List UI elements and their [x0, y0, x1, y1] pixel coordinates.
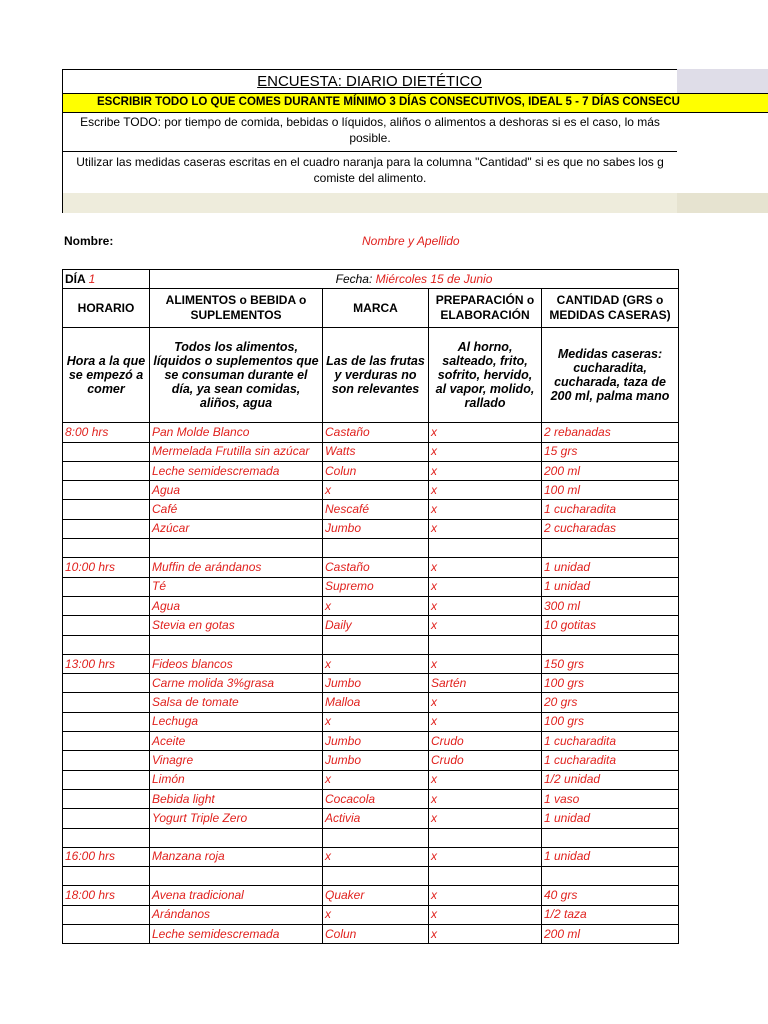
food-cell[interactable]: Agua [150, 596, 323, 615]
prep-cell[interactable] [429, 828, 542, 847]
prep-cell[interactable]: x [429, 809, 542, 828]
diary-row [63, 674, 679, 693]
time-cell[interactable] [63, 712, 150, 731]
time-cell[interactable]: 10:00 hrs [63, 558, 150, 577]
qty-cell[interactable]: 15 grs [542, 442, 679, 461]
date-cell [150, 270, 679, 289]
prep-cell[interactable]: Sartén [429, 674, 542, 693]
diary-row [63, 732, 679, 751]
prep-cell[interactable]: x [429, 558, 542, 577]
time-cell[interactable] [63, 539, 150, 558]
food-cell[interactable] [150, 635, 323, 654]
brand-cell[interactable]: x [323, 847, 429, 866]
diary-row [63, 867, 679, 886]
qty-cell[interactable]: 200 ml [542, 925, 679, 944]
time-cell[interactable]: 18:00 hrs [63, 886, 150, 905]
day-cell [63, 270, 150, 289]
qty-cell[interactable]: 2 rebanadas [542, 423, 679, 442]
food-cell[interactable]: Bebida light [150, 789, 323, 808]
qty-cell[interactable]: 1 unidad [542, 809, 679, 828]
prep-cell[interactable]: x [429, 481, 542, 500]
qty-cell[interactable]: 300 ml [542, 596, 679, 615]
prep-cell[interactable]: x [429, 577, 542, 596]
time-cell[interactable] [63, 828, 150, 847]
brand-cell[interactable]: Quaker [323, 886, 429, 905]
prep-cell[interactable] [429, 635, 542, 654]
qty-cell[interactable]: 1/2 unidad [542, 770, 679, 789]
brand-cell[interactable]: x [323, 596, 429, 615]
food-cell[interactable]: Fideos blancos [150, 654, 323, 673]
day-number[interactable]: 1 [88, 271, 96, 286]
time-cell[interactable] [63, 481, 150, 500]
header-footer-band-right [677, 193, 768, 213]
qty-cell[interactable]: 40 grs [542, 886, 679, 905]
survey-banner: ESCRIBIR TODO LO QUE COMES DURANTE MÍNIMO 3 DÍAS CONSECUTIVOS, IDEAL 5 - 7 DÍAS CONSECU [97, 96, 680, 108]
qty-cell[interactable]: 20 grs [542, 693, 679, 712]
diary-row [63, 596, 679, 615]
diary-row [63, 847, 679, 866]
prep-cell[interactable]: x [429, 519, 542, 538]
time-cell[interactable] [63, 596, 150, 615]
time-cell[interactable] [63, 635, 150, 654]
brand-cell[interactable]: Castaño [323, 423, 429, 442]
food-cell[interactable]: Yogurt Triple Zero [150, 809, 323, 828]
brand-cell[interactable]: Nescafé [323, 500, 429, 519]
col-header-horario: HORARIO [63, 289, 150, 328]
qty-cell[interactable]: 1/2 taza [542, 905, 679, 924]
diary-row [63, 558, 679, 577]
time-cell[interactable] [63, 867, 150, 886]
time-cell[interactable] [63, 905, 150, 924]
time-cell[interactable] [63, 751, 150, 770]
diary-row [63, 886, 679, 905]
food-cell[interactable]: Aceite [150, 732, 323, 751]
prep-cell[interactable]: Crudo [429, 732, 542, 751]
food-cell[interactable]: Leche semidescremada [150, 461, 323, 480]
diary-row [63, 500, 679, 519]
header-gray-band [677, 69, 768, 93]
qty-cell[interactable]: 1 vaso [542, 789, 679, 808]
food-cell[interactable]: Té [150, 577, 323, 596]
brand-cell[interactable]: Watts [323, 442, 429, 461]
brand-cell[interactable]: x [323, 770, 429, 789]
brand-cell[interactable]: Supremo [323, 577, 429, 596]
qty-cell[interactable]: 200 ml [542, 461, 679, 480]
diary-table [62, 269, 679, 944]
qty-cell[interactable]: 1 cucharadita [542, 500, 679, 519]
survey-title: ENCUESTA: DIARIO DIETÉTICO [257, 73, 482, 90]
brand-cell[interactable]: Malloa [323, 693, 429, 712]
name-label: Nombre: [64, 234, 114, 248]
brand-cell[interactable]: x [323, 481, 429, 500]
prep-cell[interactable]: x [429, 442, 542, 461]
desc-horario: Hora a la que se empezó a comer [63, 328, 150, 423]
qty-cell[interactable] [542, 828, 679, 847]
food-cell[interactable]: Stevia en gotas [150, 616, 323, 635]
prep-cell[interactable]: x [429, 500, 542, 519]
diary-row [63, 789, 679, 808]
food-cell[interactable]: Muffin de arándanos [150, 558, 323, 577]
prep-cell[interactable] [429, 867, 542, 886]
food-cell[interactable]: Lechuga [150, 712, 323, 731]
food-cell[interactable]: Pan Molde Blanco [150, 423, 323, 442]
qty-cell[interactable]: 1 cucharadita [542, 732, 679, 751]
prep-cell[interactable]: x [429, 886, 542, 905]
diary-row [63, 481, 679, 500]
name-field[interactable]: Nombre y Apellido [362, 234, 460, 248]
prep-cell[interactable]: x [429, 925, 542, 944]
diary-row [63, 809, 679, 828]
time-cell[interactable]: 13:00 hrs [63, 654, 150, 673]
qty-cell[interactable]: 100 ml [542, 481, 679, 500]
brand-cell[interactable] [323, 828, 429, 847]
food-cell[interactable] [150, 828, 323, 847]
food-cell[interactable]: Vinagre [150, 751, 323, 770]
time-cell[interactable] [63, 674, 150, 693]
prep-cell[interactable]: x [429, 905, 542, 924]
time-cell[interactable] [63, 500, 150, 519]
prep-cell[interactable]: x [429, 654, 542, 673]
brand-cell[interactable]: Jumbo [323, 732, 429, 751]
food-cell[interactable]: Limón [150, 770, 323, 789]
diary-row [63, 925, 679, 944]
food-cell[interactable]: Azúcar [150, 519, 323, 538]
diary-row [63, 635, 679, 654]
instruction-measures: Utilizar las medidas caseras escritas en el cuadro naranja para la columna "Cantidad" si es que no sabes los g comiste del alimento. [63, 151, 677, 193]
prep-cell[interactable]: x [429, 712, 542, 731]
diary-row [63, 828, 679, 847]
food-cell[interactable]: Mermelada Frutilla sin azúcar [150, 442, 323, 461]
qty-cell[interactable] [542, 539, 679, 558]
food-cell[interactable]: Avena tradicional [150, 886, 323, 905]
qty-cell[interactable]: 1 unidad [542, 558, 679, 577]
time-cell[interactable] [63, 442, 150, 461]
food-cell[interactable] [150, 867, 323, 886]
date-label: Fecha: [335, 271, 373, 286]
brand-cell[interactable]: Daily [323, 616, 429, 635]
brand-cell[interactable]: x [323, 654, 429, 673]
desc-preparacion: Al horno, salteado, frito, sofrito, hervido, al vapor, molido, rallado [429, 328, 542, 423]
qty-cell[interactable]: 100 grs [542, 674, 679, 693]
qty-cell[interactable]: 150 grs [542, 654, 679, 673]
time-cell[interactable] [63, 732, 150, 751]
diary-row [63, 423, 679, 442]
time-cell[interactable]: 8:00 hrs [63, 423, 150, 442]
food-cell[interactable] [150, 539, 323, 558]
qty-cell[interactable]: 1 cucharadita [542, 751, 679, 770]
brand-cell[interactable]: x [323, 905, 429, 924]
column-header-row [63, 289, 679, 328]
diary-row [63, 442, 679, 461]
day-row [63, 270, 679, 289]
instruction-all: Escribe TODO: por tiempo de comida, bebidas o líquidos, aliños o alimentos a deshoras si es el caso, lo más posible. [80, 115, 660, 145]
time-cell[interactable] [63, 770, 150, 789]
food-cell[interactable]: Salsa de tomate [150, 693, 323, 712]
brand-cell[interactable]: Castaño [323, 558, 429, 577]
diary-row [63, 616, 679, 635]
food-cell[interactable]: Leche semidescremada [150, 925, 323, 944]
desc-alimentos: Todos los alimentos, líquidos o suplementos que se consuman durante el día, ya sean comidas, aliños, agua [150, 328, 323, 423]
desc-marca: Las de las frutas y verduras no son relevantes [323, 328, 429, 423]
diary-row [63, 539, 679, 558]
food-cell[interactable]: Carne molida 3%grasa [150, 674, 323, 693]
time-cell[interactable] [63, 577, 150, 596]
prep-cell[interactable]: x [429, 770, 542, 789]
col-header-alimentos: ALIMENTOS o BEBIDA o SUPLEMENTOS [150, 289, 323, 328]
diary-row [63, 693, 679, 712]
diary-row [63, 519, 679, 538]
brand-cell[interactable]: Activia [323, 809, 429, 828]
diary-row [63, 712, 679, 731]
qty-cell[interactable]: 10 gotitas [542, 616, 679, 635]
diary-row [63, 577, 679, 596]
time-cell[interactable] [63, 789, 150, 808]
column-description-row [63, 328, 679, 423]
qty-cell[interactable]: 1 unidad [542, 847, 679, 866]
prep-cell[interactable]: x [429, 616, 542, 635]
time-cell[interactable] [63, 616, 150, 635]
prep-cell[interactable]: x [429, 423, 542, 442]
time-cell[interactable] [63, 809, 150, 828]
prep-cell[interactable] [429, 539, 542, 558]
food-cell[interactable]: Café [150, 500, 323, 519]
brand-cell[interactable]: Colun [323, 925, 429, 944]
brand-cell[interactable]: Jumbo [323, 751, 429, 770]
diary-row [63, 770, 679, 789]
time-cell[interactable]: 16:00 hrs [63, 847, 150, 866]
food-cell[interactable]: Arándanos [150, 905, 323, 924]
time-cell[interactable] [63, 925, 150, 944]
prep-cell[interactable]: x [429, 847, 542, 866]
brand-cell[interactable]: Jumbo [323, 519, 429, 538]
brand-cell[interactable]: Colun [323, 461, 429, 480]
food-cell[interactable]: Manzana roja [150, 847, 323, 866]
time-cell[interactable] [63, 693, 150, 712]
food-cell[interactable]: Agua [150, 481, 323, 500]
qty-cell[interactable]: 1 unidad [542, 577, 679, 596]
qty-cell[interactable] [542, 635, 679, 654]
brand-cell[interactable]: Cocacola [323, 789, 429, 808]
diary-row [63, 461, 679, 480]
col-header-marca: MARCA [323, 289, 429, 328]
desc-cantidad: Medidas caseras: cucharadita, cucharada, taza de 200 ml, palma mano [542, 328, 679, 423]
header-footer-band [63, 193, 677, 213]
diary-row [63, 905, 679, 924]
diary-row [63, 751, 679, 770]
qty-cell[interactable]: 2 cucharadas [542, 519, 679, 538]
col-header-cantidad: CANTIDAD (GRS o MEDIDAS CASERAS) [542, 289, 679, 328]
qty-cell[interactable]: 100 grs [542, 712, 679, 731]
prep-cell[interactable]: x [429, 596, 542, 615]
diary-row [63, 654, 679, 673]
col-header-preparacion: PREPARACIÓN o ELABORACIÓN [429, 289, 542, 328]
prep-cell[interactable]: x [429, 693, 542, 712]
prep-cell[interactable]: x [429, 789, 542, 808]
prep-cell[interactable]: Crudo [429, 751, 542, 770]
day-label: DÍA [65, 271, 86, 286]
brand-cell[interactable] [323, 635, 429, 654]
prep-cell[interactable]: x [429, 461, 542, 480]
date-value[interactable]: Miércoles 15 de Junio [375, 271, 493, 286]
time-cell[interactable] [63, 519, 150, 538]
brand-cell[interactable] [323, 867, 429, 886]
time-cell[interactable] [63, 461, 150, 480]
brand-cell[interactable] [323, 539, 429, 558]
qty-cell[interactable] [542, 867, 679, 886]
brand-cell[interactable]: x [323, 712, 429, 731]
brand-cell[interactable]: Jumbo [323, 674, 429, 693]
